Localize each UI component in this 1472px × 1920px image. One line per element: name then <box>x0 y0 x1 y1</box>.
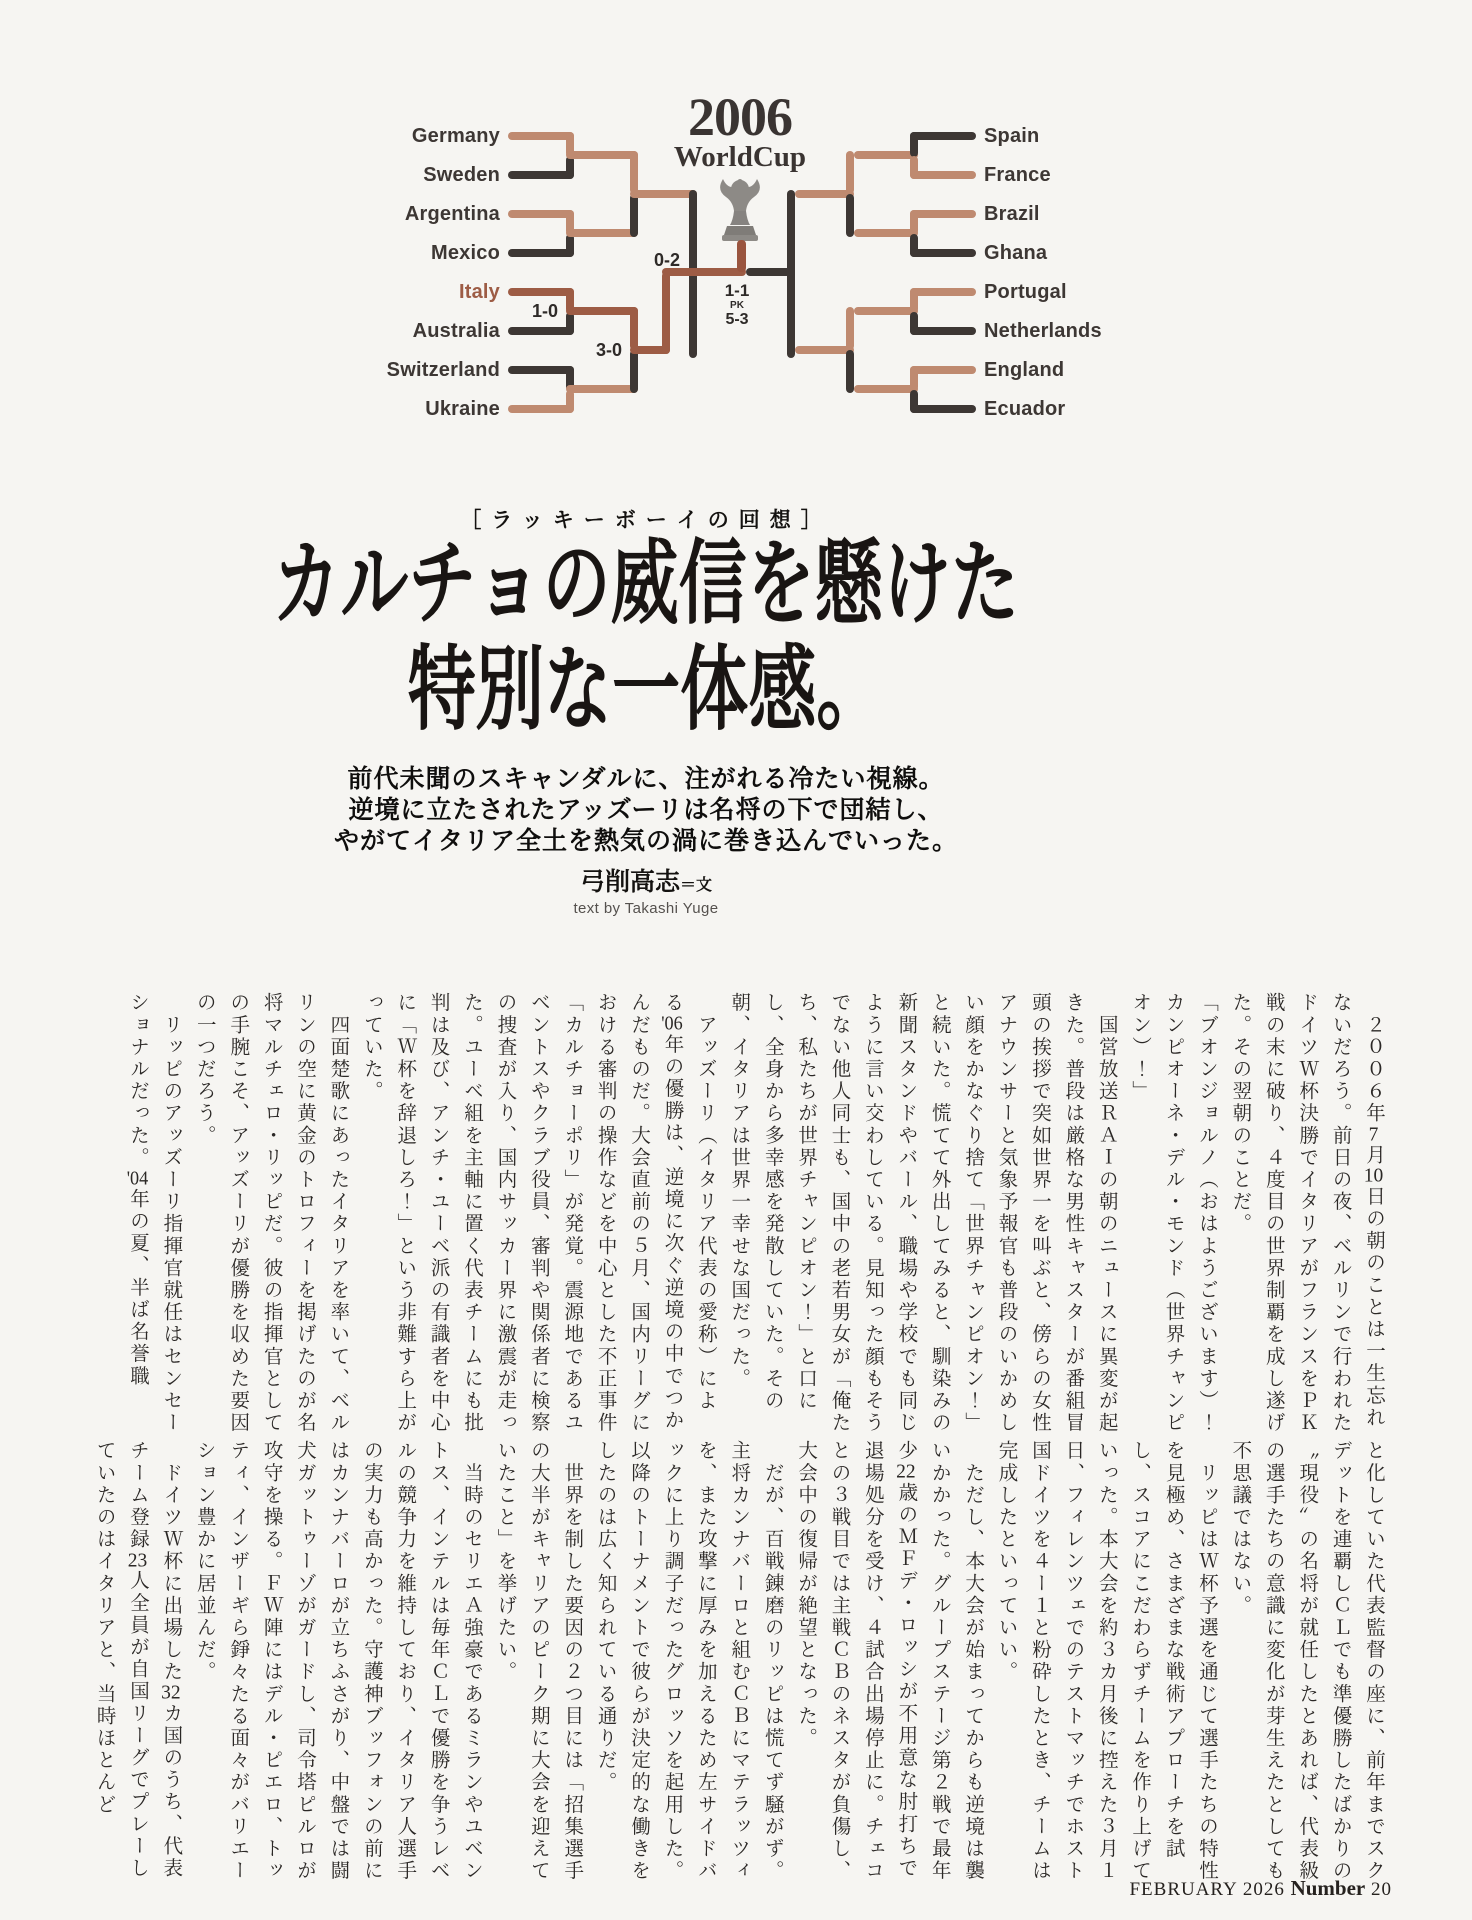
bracket-year: 2006 <box>688 87 792 147</box>
team-label-mexico: Mexico <box>430 242 500 264</box>
bracket-line <box>508 405 574 413</box>
footer-magazine-logo: Number <box>1290 1876 1366 1900</box>
body-paragraph: リッピのアッズーリ指揮官就任はセンセーショナルだった。'04年の夏、半ば名誉職 <box>126 992 182 1434</box>
kicker: ［ラッキーボーイの回想］ <box>460 509 832 532</box>
bracket-line <box>566 234 574 257</box>
team-label-switzerland: Switzerland <box>386 359 500 381</box>
bracket-line <box>630 307 638 350</box>
bracket-line <box>566 151 638 159</box>
body-text-band-2 <box>78 1440 1390 1892</box>
author-byline <box>0 862 1292 898</box>
bracket-line <box>846 151 854 194</box>
bracket-line <box>854 151 918 159</box>
bracket-line <box>566 156 574 179</box>
body-paragraph: アッズーリ（イタリア代表の愛称）による'06年の優勝は、逆境に次ぐ逆境の中でつかんだものだ。大会直前の５月、国内リーグにおける審判の操作などを中心とした不正事件「カルチョーポリ」が発覚。震源地であるユベントスやクラブ役員、審判や関係者に検察の捜査が入り、国内サッカー界に激震が走った。ユーベ組を主軸に置く代表チームにも批判は及び、アンチ・ユーベ派の有識者を中心に「Ｗ杯を辞退しろ！」という非難すら上がっていた。 <box>360 992 716 1434</box>
bracket-line <box>508 288 574 296</box>
bracket-line <box>508 171 574 179</box>
author-credit-en: text by Takashi Yuge <box>573 900 719 917</box>
bracket-line <box>662 272 670 354</box>
team-label-brazil: Brazil <box>984 203 1040 225</box>
bracket-line <box>854 307 918 315</box>
bracket-line <box>566 312 574 335</box>
bracket-line <box>910 405 976 413</box>
team-label-australia: Australia <box>412 320 500 342</box>
team-label-italy: Italy <box>458 281 500 303</box>
final-score-regulation: 1-1 <box>724 281 750 300</box>
body-paragraph: ドイツＷ杯に出場した32カ国のうち、代表チーム登録23人全員が自国リーグでプレーしていたのはイタリアと、当時ほとんど <box>93 1440 182 1880</box>
bracket-line <box>566 390 574 413</box>
body-paragraph: リッピはＷ杯予選を通じて選手たちの特性を見極め、さまざまな戦術アプローチを試し、スコアにこだわらずチームを作り上げていった。本大会を約３カ月後に控えた３月１日、フィレンツェでのテストマッチでホスト国ドイツを４ー１と粉砕したとき、チームは完成したといっていい。 <box>995 1440 1217 1882</box>
lede-line: やがてイタリア全土を熱気の渦に巻き込んでいった。 <box>333 827 958 855</box>
bracket-line <box>566 385 638 393</box>
body-paragraph: 当時のセリエＡ強豪であるミランやユベントス、インテルは毎年ＣＬで優勝を争うレベルの競争力を維持しており、イタリア人選手の実力も高かった。守護神ブッフォンの前にはカンナバーロが立ちふさがり、中盤では闘犬ガットゥーゾがガードし、司令塔ピルロが攻守を操る。ＦＷ陣にはデル・ピエロ、トッティ、インザーギら錚々たる面々がバリエーション豊かに居並んだ。 <box>193 1440 483 1882</box>
bracket-line <box>508 210 574 218</box>
final-pk-score: 5-3 <box>725 311 749 328</box>
team-label-netherlands: Netherlands <box>984 320 1102 342</box>
score-italy-round16: 1-0 <box>531 301 558 321</box>
bracket-line <box>508 249 574 257</box>
bracket-line <box>854 229 918 237</box>
bracket-line <box>787 190 795 358</box>
body-paragraph: と化していた代表監督の座に、前年までスクデットを連覇しＣＬでも準優勝したばかりの〝現役〟の名将が就任したとあれば、代表級の選手たちの意識に変化が芽生えたとしても不思議ではない。 <box>1229 1440 1384 1882</box>
bracket-line <box>737 240 746 272</box>
author-name: 弓削高志 <box>579 868 680 896</box>
article-title-line2: 特別な一体感。 <box>407 639 885 741</box>
team-label-argentina: Argentina <box>404 203 500 225</box>
bracket-line <box>910 210 976 218</box>
score-semifinal: 0-2 <box>653 250 680 270</box>
bracket-line <box>630 194 638 237</box>
team-label-sweden: Sweden <box>423 164 500 186</box>
bracket-line <box>508 366 574 374</box>
author-role: ＝文 <box>680 877 713 894</box>
body-paragraph: 「ブオンジョルノ（おはようございます）！カンピオーネ・デル・モンド（世界チャンピオン）！」 <box>1129 992 1217 1434</box>
lede-line: 逆境に立たされたアッズーリは名将の下で団結し、 <box>348 796 944 824</box>
team-label-england: England <box>984 359 1065 381</box>
article-title-line1: カルチョの威信を懸けた <box>272 533 1020 635</box>
body-paragraph: 世界を制した要因の２つ目には「招集選手の大半がキャリアのピーク期に大会を迎えていたこと」を挙げたい。 <box>494 1440 583 1882</box>
bracket-line <box>910 171 976 179</box>
bracket-line <box>630 190 697 198</box>
bracket-line <box>910 288 976 296</box>
bracket-line <box>566 307 638 315</box>
bracket-line <box>846 350 854 393</box>
bracket-line <box>508 132 574 140</box>
body-paragraph: 国営放送ＲＡＩの朝のニュースに異変が起きた。普段は厳格な男性キャスターが番組冒頭の挨拶で突如世界一を叫ぶと、傍らの女性アナウンサーと気象予報官も普段のいかめしい顔をかなぐり捨て「世界チャンピオン！」と続いた。慌てて外出してみると、馴染みの新聞スタンドやバール、職場や学校でも同じように言い交わしている。見知った顔もそうでない他人同士も、国中の老若男女が「俺たち、私たちが世界チャンピオン！」と口にし、全身から多幸感を発散していた。その朝、イタリアは世界一幸せな国だった。 <box>728 992 1117 1434</box>
team-label-germany: Germany <box>411 125 500 147</box>
bracket-event-title: WorldCup <box>673 141 807 173</box>
bracket-line <box>854 385 918 393</box>
final-pk-label: PK <box>730 300 744 311</box>
bracket-line <box>630 350 638 393</box>
body-text-band-1 <box>78 992 1390 1444</box>
page-footer <box>1129 1876 1392 1901</box>
lede <box>0 764 1292 857</box>
body-paragraph: だが、百戦錬磨のリッピは慌てず騒がず。主将カンナバーロと組むＣＢにマテラッツィを、また攻撃に厚みを加えるため左サイドバックに上り調子だったグロッソを起用した。以降のトーナメントで彼らが決定的な働きをしたのは広く知られている通りだ。 <box>594 1440 783 1882</box>
team-label-ukraine: Ukraine <box>425 398 500 420</box>
bracket-line <box>846 307 854 350</box>
footer-page-number: 20 <box>1371 1879 1392 1900</box>
team-label-spain: Spain <box>984 125 1040 147</box>
team-label-france: France <box>984 164 1051 186</box>
team-label-ghana: Ghana <box>984 242 1048 264</box>
bracket-line <box>910 366 976 374</box>
bracket-line <box>566 229 638 237</box>
bracket-line <box>846 194 854 237</box>
team-label-ecuador: Ecuador <box>984 398 1066 420</box>
footer-issue: FEBRUARY 2026 <box>1129 1879 1285 1900</box>
bracket-line <box>910 249 976 257</box>
lede-line: 前代未聞のスキャンダルに、注がれる冷たい視線。 <box>347 765 945 793</box>
score-italy-quarterfinal: 3-0 <box>595 340 622 360</box>
body-paragraph: ただし、本大会が始まってからも逆境は襲いかかった。グループステージ第２戦で最年少22歳のＭＦデ・ロッシが不用意な肘打ちで退場処分を受け、４試合出場停止に。チェコとの３戦目では主戦ＣＢのネスタが負傷し、大会中の復帰が絶望となった。 <box>795 1440 984 1882</box>
world-cup-trophy-icon <box>712 176 768 247</box>
bracket-line <box>630 151 638 194</box>
bracket-line <box>910 132 976 140</box>
bracket-line <box>910 327 976 335</box>
body-paragraph: ２００６年7月10日の朝のことは一生忘れないだろう。前日の夜、ベルリンで行われたドイツＷ杯決勝でイタリアがフランスをＰＫ戦の末に破り、４度目の世界制覇を成し遂げた。その翌朝のことだ。 <box>1229 992 1384 1434</box>
team-label-portugal: Portugal <box>984 281 1067 303</box>
body-paragraph: 四面楚歌にあったイタリアを率いて、ベルリンの空に黄金のトロフィーを掲げたのが名将マルチェロ・リッピだ。彼の指揮官としての手腕こそ、アッズーリが優勝を収めた要因の一つだろう。 <box>193 992 349 1434</box>
score-final <box>703 282 771 328</box>
bracket-line <box>508 327 574 335</box>
